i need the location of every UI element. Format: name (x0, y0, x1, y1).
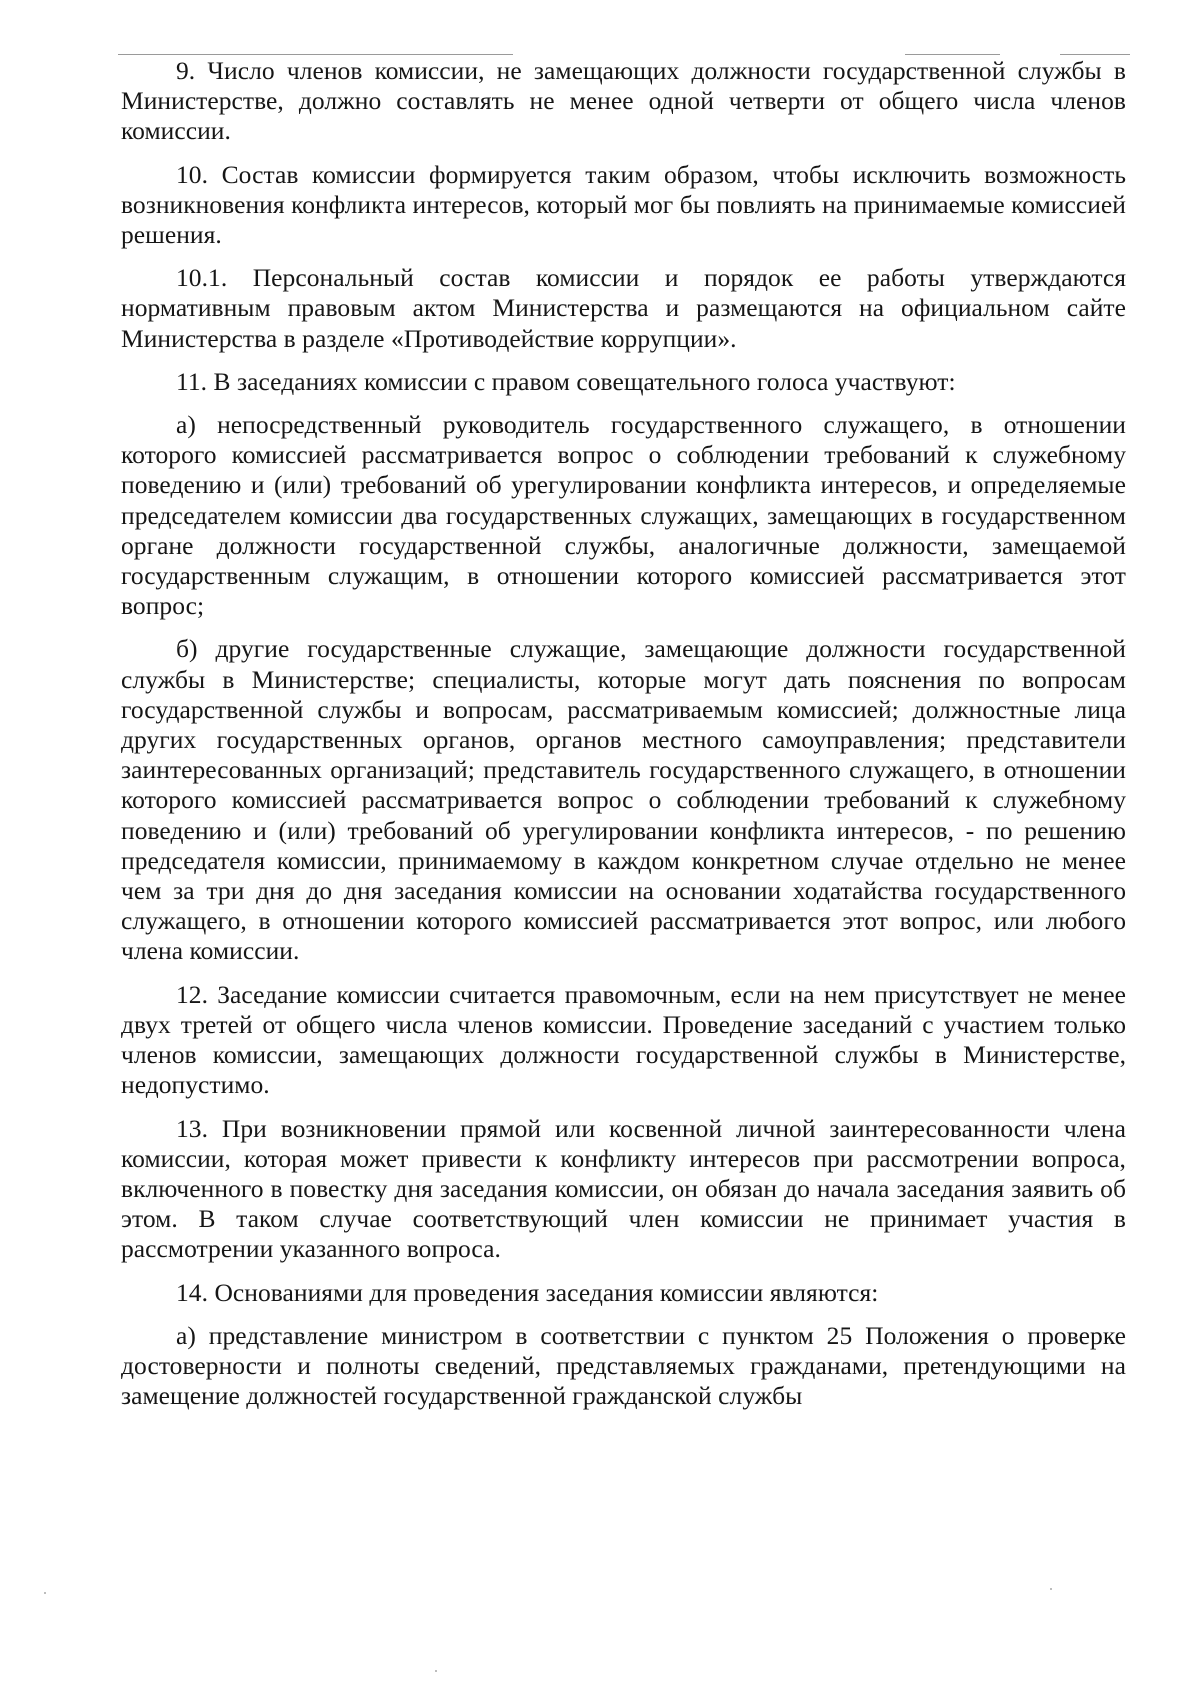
scan-speck (1050, 1588, 1052, 1590)
paragraph-14: 14. Основаниями для проведения заседания комиссии являются: (176, 1277, 879, 1307)
document-body (121, 56, 1126, 1411)
scan-speck (435, 1670, 437, 1672)
paragraph-14-a: а) представление министром в соответствии с пунктом 25 Положения о проверке достоверности и полноты сведений, представляемых гражданами, претендующими на замещение должностей государственной гражданской службы (121, 1320, 1126, 1411)
scan-speck (44, 1592, 46, 1594)
paragraph-10: 10. Состав комиссии формируется таким образом, чтобы исключить возможность возникновения конфликта интересов, который мог бы повлиять на принимаемые комиссией решения. (121, 159, 1126, 250)
paragraph-11: 11. В заседаниях комиссии с правом совещательного голоса участвуют: (176, 366, 956, 396)
scan-artifact-line (118, 54, 513, 55)
scan-artifact-line (1060, 54, 1130, 55)
paragraph-13: 13. При возникновении прямой или косвенной личной заинтересованности члена комиссии, которая может привести к конфликту интересов при рассмотрении вопроса, включенного в повестку дня заседания комиссии, он обязан до начала заседания заявить об этом. В таком случае соответствующий член комиссии не принимает участия в рассмотрении указанного вопроса. (121, 1113, 1126, 1264)
scan-artifact-line (905, 54, 1000, 55)
paragraph-12: 12. Заседание комиссии считается правомочным, если на нем присутствует не менее двух третей от общего числа членов комиссии. Проведение заседаний с участием только членов комиссии, замещающих должности государственной службы в Министерстве, недопустимо. (121, 979, 1126, 1100)
paragraph-9: 9. Число членов комиссии, не замещающих должности государственной службы в Министерстве, должно составлять не менее одной четверти от общего числа членов комиссии. (121, 56, 1126, 146)
paragraph-11-a: а) непосредственный руководитель государственного служащего, в отношении которого комиссией рассматривается вопрос о соблюдении требований к служебному поведению и (или) требований об урегулировании конфликта интересов, и определяемые председателем комиссии два государственных служащих, замещающих в государственном органе должности государственной службы, аналогичные должности, замещаемой государственным служащим, в отношении которого комиссией рассматривается этот вопрос; (121, 410, 1126, 621)
paragraph-10-1: 10.1. Персональный состав комиссии и порядок ее работы утверждаются нормативным правовым актом Министерства и размещаются на официальном сайте Министерства в разделе «Противодействие коррупции». (121, 263, 1126, 353)
paragraph-11-b: б) другие государственные служащие, замещающие должности государственной службы в Министерстве; специалисты, которые могут дать пояснения по вопросам государственной службы и вопросам, рассматриваемым комиссией; должностные лица других государственных органов, органов местного самоуправления; представители заинтересованных организаций; представитель государственного служащего, в отношении которого комиссией рассматривается вопрос о соблюдении требований к служебному поведению и (или) требований об урегулировании конфликта интересов, - по решению председателя комиссии, принимаемому в каждом конкретном случае отдельно не менее чем за три дня до дня заседания комиссии на основании ходатайства государственного служащего, в отношении которого комиссией рассматривается этот вопрос, или любого члена комиссии. (121, 634, 1126, 966)
